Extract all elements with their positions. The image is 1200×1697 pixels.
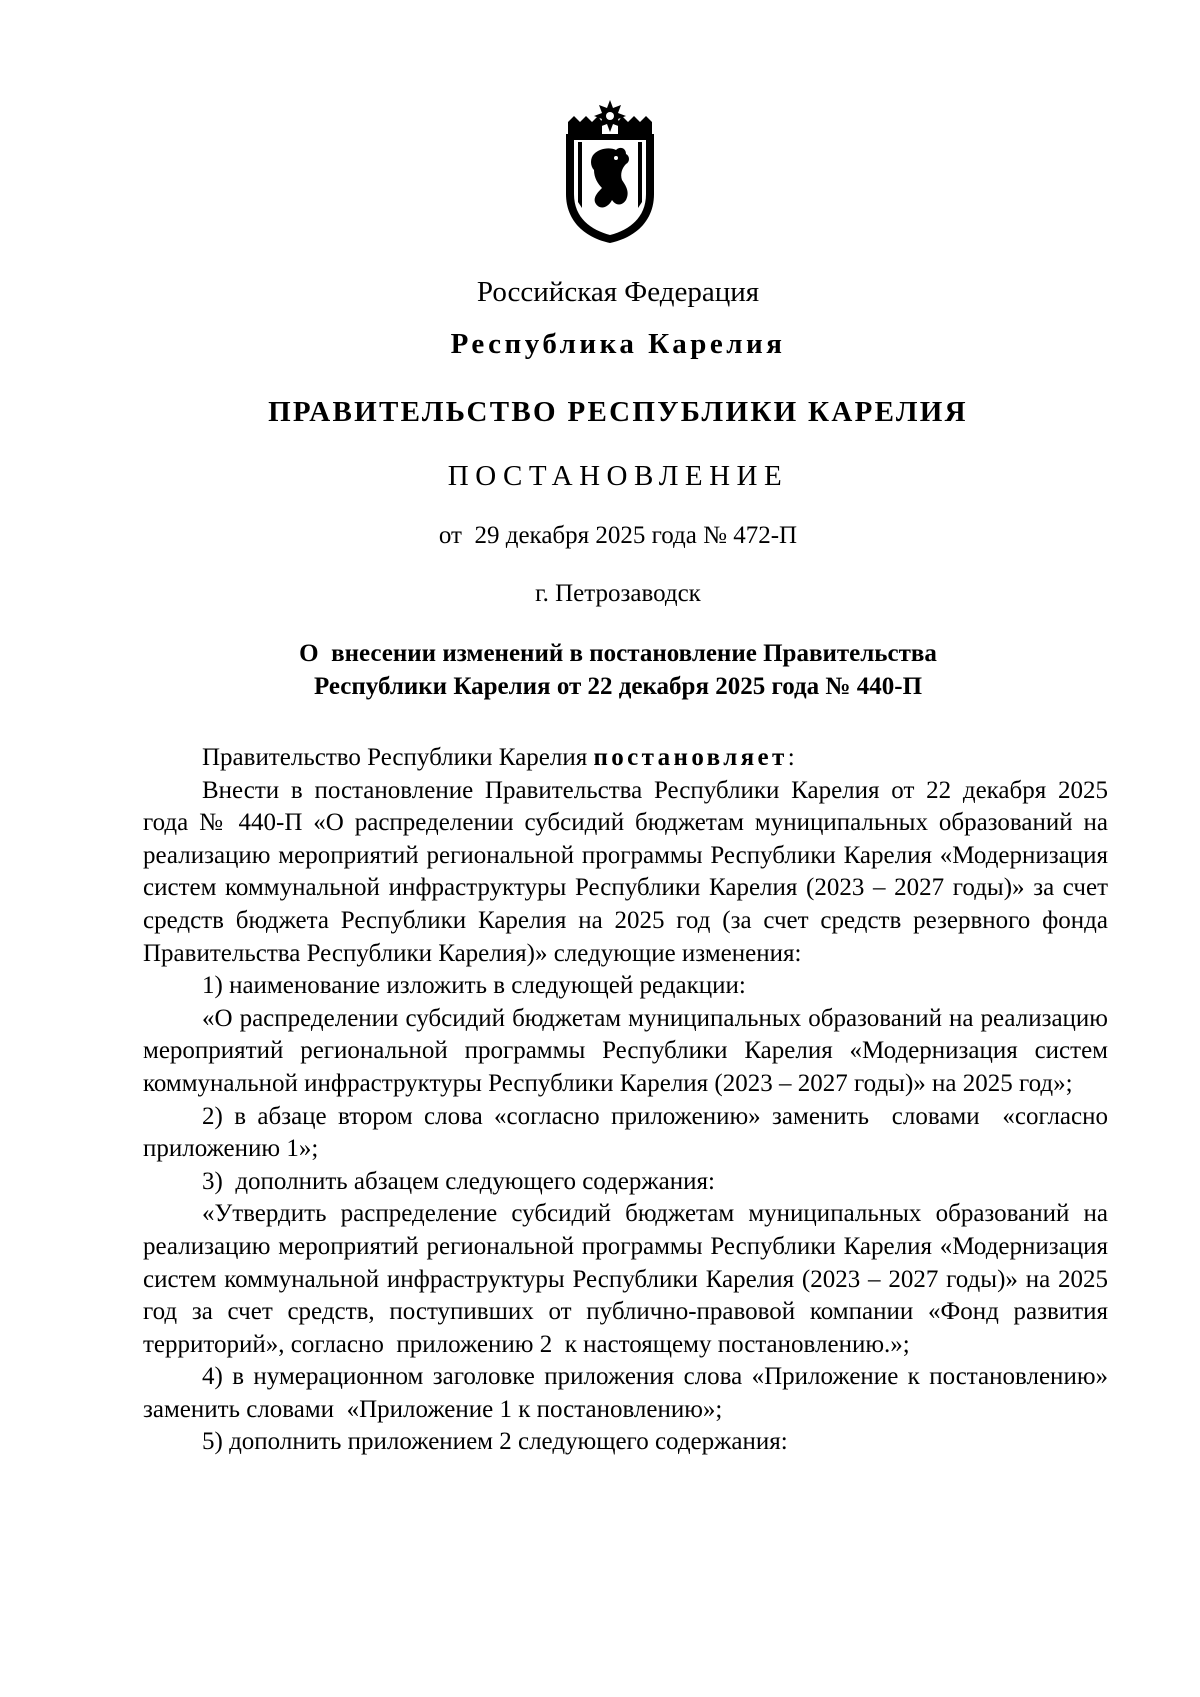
item-1-text: «О распределении субсидий бюджетам муниципальных образований на реализацию мероприятий региональной программы Республики Карелия «Модернизация систем коммунальной инфраструктуры Республики Карелия (2023 – 2027 годы)» на 2025 год»; xyxy=(143,1004,1108,1097)
document-title-line-2: Республики Карелия от 22 декабря 2025 года № 440-П xyxy=(313,673,923,700)
document-title xyxy=(0,637,1200,703)
document-title-line-1: О внесении изменений в постановление Правительства xyxy=(299,640,937,667)
item-3-text: «Утвердить распределение субсидий бюджетам муниципальных образований на реализацию мероприятий региональной программы Республики Карелия «Модернизация систем коммунальной инфраструктуры Республики Карелия (2023 – 2027 годы)» на 2025 год за счет средств, поступивших от публично-правовой компании «Фонд развития территорий», согласно приложению 2 к настоящему постановлению.»; xyxy=(143,1200,1115,1358)
country-name: Российская Федерация xyxy=(476,276,760,308)
resolves-prefix: Правительство Республики Карелия xyxy=(202,744,594,771)
document-type: ПОСТАНОВЛЕНИЕ xyxy=(447,460,789,492)
government-name: ПРАВИТЕЛЬСТВО РЕСПУБЛИКИ КАРЕЛИЯ xyxy=(268,396,968,428)
body-paragraph-1: Внести в постановление Правительства Республики Карелия от 22 декабря 2025 года № 440-П «О распределении субсидий бюджетам муниципальных образований на реализацию мероприятий региональной программы Республики Карелия «Модернизация систем коммунальной инфраструктуры Республики Карелия (2023 – 2027 годы)» за счет средств бюджета Республики Карелия на 2025 год (за счет средств резервного фонда Правительства Республики Карелия)» следующие изменения: xyxy=(143,776,1108,967)
coat-of-arms-icon xyxy=(560,98,660,244)
item-3: 3) дополнить абзацем следующего содержания: xyxy=(202,1167,715,1195)
document-date-number: от 29 декабря 2025 года № 472-П xyxy=(438,522,798,549)
resolves-paragraph xyxy=(143,742,1108,775)
item-4: 4) в нумерационном заголовке приложения слова «Приложение к постановлению» заменить словами «Приложение 1 к постановлению»; xyxy=(143,1363,1121,1423)
item-1: 1) наименование изложить в следующей редакции: xyxy=(202,972,746,1000)
document-body xyxy=(143,742,1121,1459)
resolves-word: постановляет xyxy=(593,744,788,771)
document-city: г. Петрозаводск xyxy=(535,580,701,607)
item-5: 5) дополнить приложением 2 следующего содержания: xyxy=(202,1428,788,1456)
item-2: 2) в абзаце втором слова «согласно приложению» заменить словами «согласно приложению 1»; xyxy=(143,1102,1115,1163)
republic-name: Республика Карелия xyxy=(450,328,786,360)
resolves-suffix: : xyxy=(787,744,795,771)
